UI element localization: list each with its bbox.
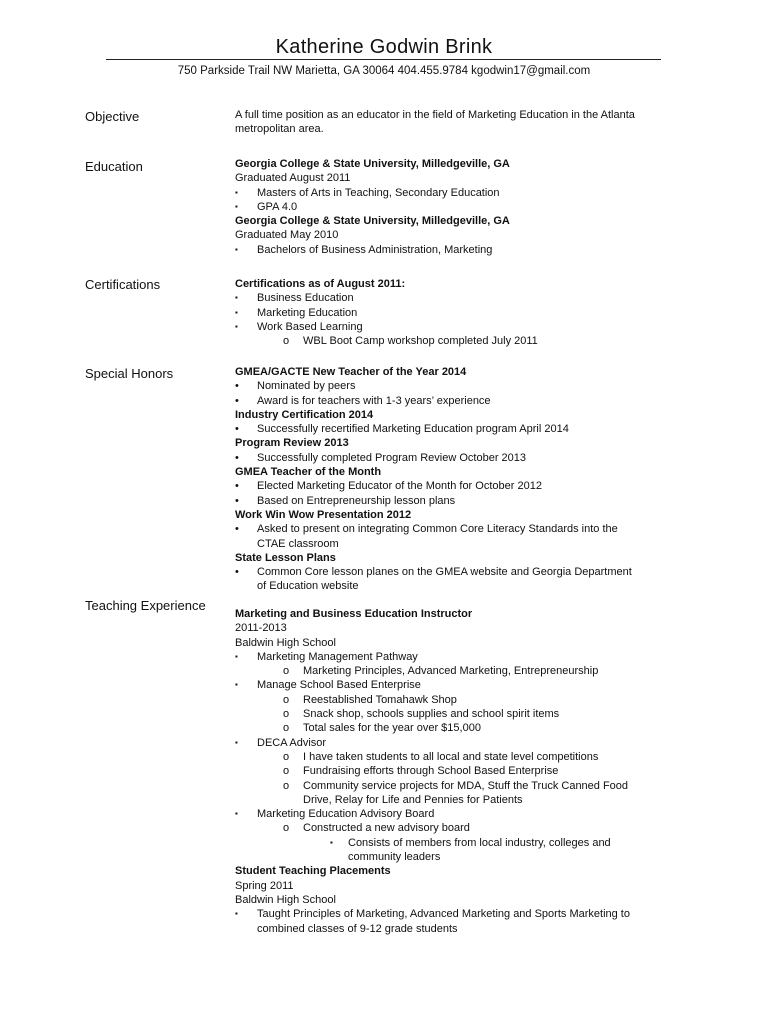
bullet-item [235, 394, 695, 408]
line-text: community leaders [348, 851, 441, 864]
square-bullet-icon: ▪ [235, 680, 238, 690]
line-text: Total sales for the year over $15,000 [303, 722, 481, 735]
entry-detail [235, 893, 695, 907]
entry-heading [235, 465, 695, 479]
line-text: Constructed a new advisory board [303, 822, 470, 835]
line-text: Successfully completed Program Review October 2013 [257, 451, 527, 464]
line-text: 2011-2013 [235, 622, 287, 635]
bullet-item [235, 291, 695, 305]
line-text: Nominated by peers [257, 380, 356, 393]
line-text: Successfully recertified Marketing Education program April 2014 [257, 423, 569, 436]
entry-detail [235, 171, 695, 185]
bullet-continuation [235, 922, 695, 936]
line-text: combined classes of 9-12 grade students [257, 922, 458, 935]
line-text: Drive, Relay for Life and Pennies for Patients [303, 793, 523, 806]
bullet-item [235, 200, 695, 214]
entry-heading [235, 408, 695, 422]
nested-bullet-continuation [235, 850, 695, 864]
line-text: Award is for teachers with 1-3 years’ experience [257, 394, 491, 407]
line-text: Masters of Arts in Teaching, Secondary Education [257, 186, 500, 199]
line-text: Graduated May 2010 [235, 229, 339, 242]
bullet-item [235, 379, 695, 393]
circle-bullet-icon: o [283, 708, 290, 721]
entry-heading [235, 157, 695, 171]
square-bullet-icon: ▪ [330, 837, 333, 847]
line-text: of Education website [257, 580, 359, 593]
line-text: Common Core lesson planes on the GMEA website and Georgia Department [257, 566, 632, 579]
education-section [235, 157, 695, 257]
line-text: Marketing and Business Education Instructor [235, 608, 473, 620]
round-bullet-icon: • [235, 380, 239, 393]
entry-heading [235, 508, 695, 522]
sub-bullet-item [235, 334, 695, 348]
line-text: Baldwin High School [235, 636, 336, 649]
line-text: Industry Certification 2014 [235, 408, 374, 421]
line-text: Marketing Principles, Advanced Marketing, Entrepreneurship [303, 665, 599, 678]
sub-bullet-item [235, 664, 695, 678]
line-text: Work Based Learning [257, 320, 363, 333]
circle-bullet-icon: o [283, 335, 290, 348]
section-label-teaching-experience: Teaching Experience [85, 598, 206, 613]
round-bullet-icon: • [235, 423, 239, 436]
line-text: State Lesson Plans [235, 551, 336, 564]
section-label-certifications: Certifications [85, 277, 161, 292]
line-text: Community service projects for MDA, Stuff the Truck Canned Food [303, 779, 629, 792]
header-divider [106, 59, 661, 60]
circle-bullet-icon: o [283, 822, 290, 835]
line-text: GMEA/GACTE New Teacher of the Year 2014 [235, 366, 467, 378]
bullet-item [235, 479, 695, 493]
bullet-item [235, 186, 695, 200]
line-text: Marketing Management Pathway [257, 650, 418, 663]
bullet-item [235, 320, 695, 334]
circle-bullet-icon: o [283, 693, 290, 706]
entry-heading [235, 864, 695, 878]
entry-detail [235, 636, 695, 650]
objective-text: A full time position as an educator in the field of Marketing Education in the Atlanta metropolitan area. [235, 109, 635, 136]
round-bullet-icon: • [235, 523, 239, 536]
bullet-item [235, 736, 695, 750]
round-bullet-icon: • [235, 480, 239, 493]
square-bullet-icon: ▪ [235, 909, 238, 919]
line-text: Consists of members from local industry, colleges and [348, 836, 611, 849]
square-bullet-icon: ▪ [235, 737, 238, 747]
square-bullet-icon: ▪ [235, 809, 238, 819]
line-text: Marketing Education [257, 306, 358, 319]
line-text: Spring 2011 [235, 879, 294, 892]
bullet-continuation [235, 579, 695, 593]
line-text: DECA Advisor [257, 736, 327, 749]
line-text: WBL Boot Camp workshop completed July 2011 [303, 335, 538, 348]
line-text: Work Win Wow Presentation 2012 [235, 508, 412, 521]
line-text: CTAE classroom [257, 537, 339, 550]
entry-detail [235, 621, 695, 635]
entry-heading [235, 436, 695, 450]
sub-bullet-item [235, 764, 695, 778]
line-text: Snack shop, schools supplies and school spirit items [303, 708, 560, 721]
contact-line: 750 Parkside Trail NW Marietta, GA 30064 404.455.9784 kgodwin17@gmail.com [177, 65, 591, 77]
line-text: Elected Marketing Educator of the Month for October 2012 [257, 480, 542, 493]
line-text: Reestablished Tomahawk Shop [303, 693, 457, 706]
teaching-experience-section [235, 607, 695, 936]
line-text: Student Teaching Placements [235, 865, 391, 878]
circle-bullet-icon: o [283, 779, 290, 792]
bullet-item [235, 565, 695, 579]
entry-detail [235, 228, 695, 242]
line-text: Based on Entrepreneurship lesson plans [257, 494, 456, 507]
round-bullet-icon: • [235, 394, 239, 407]
sub-bullet-item [235, 693, 695, 707]
bullet-item [235, 522, 695, 536]
round-bullet-icon: • [235, 451, 239, 464]
certifications-section [235, 277, 695, 348]
bullet-item [235, 306, 695, 320]
sub-bullet-item [235, 821, 695, 835]
sub-bullet-item [235, 707, 695, 721]
square-bullet-icon: ▪ [235, 187, 238, 197]
nested-bullet-item [235, 836, 695, 850]
line-text: Certifications as of August 2011: [235, 278, 406, 290]
bullet-item [235, 243, 695, 257]
applicant-name: Katherine Godwin Brink [275, 36, 493, 58]
section-label-education: Education [85, 159, 143, 174]
line-text: Bachelors of Business Administration, Marketing [257, 243, 493, 256]
entry-detail [235, 879, 695, 893]
square-bullet-icon: ▪ [235, 201, 238, 211]
bullet-item [235, 678, 695, 692]
section-label-objective: Objective [85, 109, 140, 124]
line-text: I have taken students to all local and state level competitions [303, 750, 599, 763]
sub-bullet-item [235, 721, 695, 735]
line-text: GPA 4.0 [257, 200, 298, 213]
sub-bullet-item [235, 750, 695, 764]
square-bullet-icon: ▪ [235, 293, 238, 303]
entry-heading [235, 551, 695, 565]
line-text: Baldwin High School [235, 893, 336, 906]
line-text: Program Review 2013 [235, 437, 349, 450]
line-text: Fundraising efforts through School Based Enterprise [303, 765, 559, 778]
bullet-item [235, 494, 695, 508]
line-text: GMEA Teacher of the Month [235, 466, 382, 479]
line-text: Georgia College & State University, Milledgeville, GA [235, 215, 510, 228]
square-bullet-icon: ▪ [235, 651, 238, 661]
sub-bullet-item [235, 779, 695, 793]
line-text: Business Education [257, 292, 354, 305]
bullet-item [235, 451, 695, 465]
entry-heading [235, 277, 695, 291]
square-bullet-icon: ▪ [235, 321, 238, 331]
line-text: Graduated August 2011 [235, 172, 351, 185]
objective-section [235, 108, 695, 137]
line-text: Georgia College & State University, Milledgeville, GA [235, 158, 510, 170]
circle-bullet-icon: o [283, 665, 290, 678]
circle-bullet-icon: o [283, 750, 290, 763]
bullet-item [235, 807, 695, 821]
circle-bullet-icon: o [283, 722, 290, 735]
round-bullet-icon: • [235, 494, 239, 507]
circle-bullet-icon: o [283, 765, 290, 778]
line-text: Taught Principles of Marketing, Advanced Marketing and Sports Marketing to [257, 908, 630, 921]
section-label-special-honors: Special Honors [85, 366, 174, 381]
entry-heading [235, 214, 695, 228]
bullet-item [235, 907, 695, 921]
bullet-continuation [235, 537, 695, 551]
entry-heading [235, 607, 695, 621]
line-text: Marketing Education Advisory Board [257, 808, 435, 821]
bullet-item [235, 422, 695, 436]
square-bullet-icon: ▪ [235, 244, 238, 254]
square-bullet-icon: ▪ [235, 307, 238, 317]
bullet-item [235, 650, 695, 664]
special-honors-section [235, 365, 695, 594]
round-bullet-icon: • [235, 566, 239, 579]
line-text: Asked to present on integrating Common Core Literacy Standards into the [257, 523, 618, 536]
entry-heading [235, 365, 695, 379]
sub-bullet-continuation [235, 793, 695, 807]
line-text: Manage School Based Enterprise [257, 679, 421, 692]
